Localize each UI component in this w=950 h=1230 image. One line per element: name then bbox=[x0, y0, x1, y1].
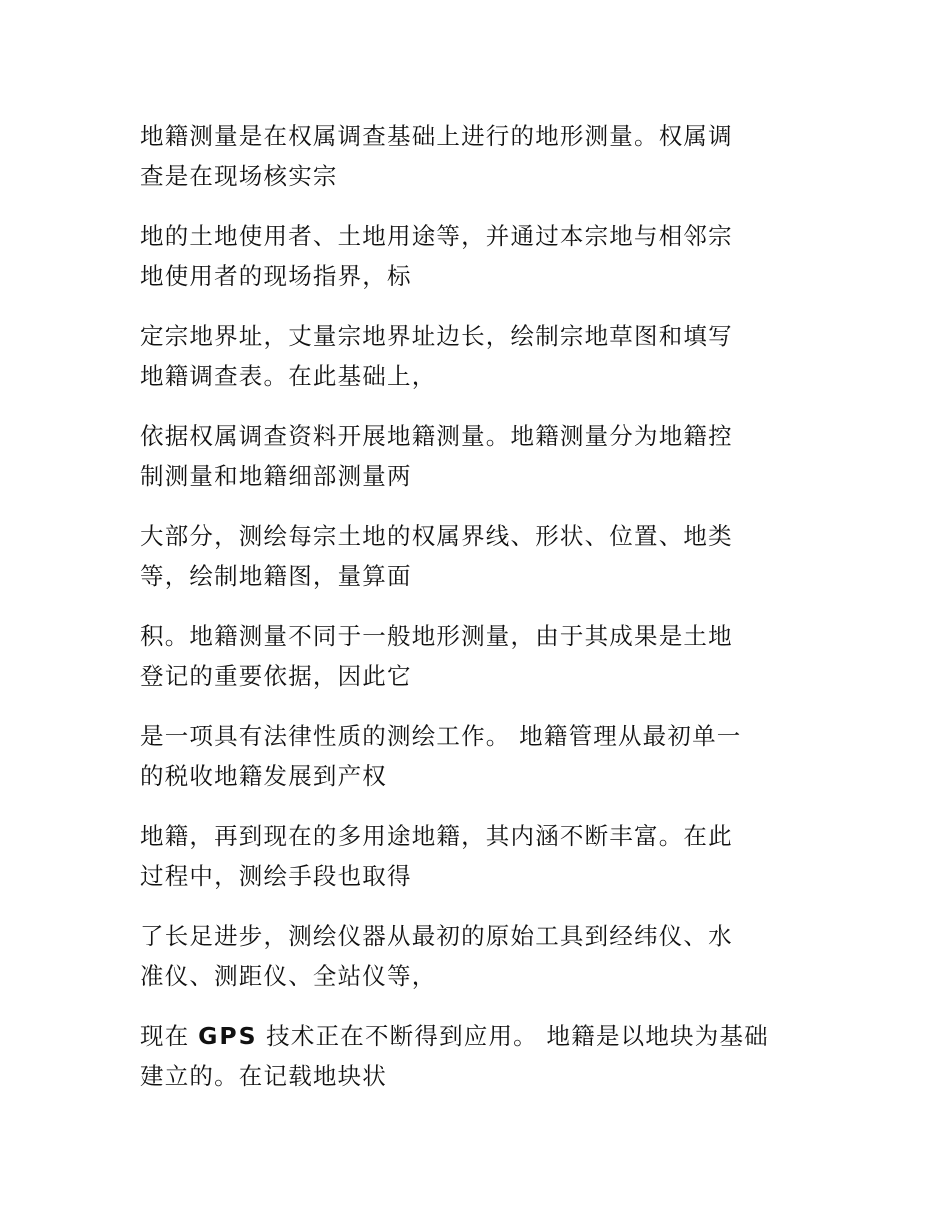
paragraph bbox=[140, 416, 830, 496]
paragraph bbox=[140, 116, 830, 196]
paragraph bbox=[140, 516, 830, 596]
paragraph bbox=[140, 216, 830, 296]
text-line: 登记的重要依据，因此它 bbox=[140, 662, 412, 690]
text-line: 了长足进步，测绘仪器从最初的原始工具到经纬仪、水 bbox=[140, 922, 733, 950]
paragraph bbox=[140, 916, 830, 996]
text-line: 查是在现场核实宗 bbox=[140, 162, 338, 190]
document-body bbox=[140, 116, 830, 1116]
paragraph bbox=[140, 616, 830, 696]
text-line: 等，绘制地籍图，量算面 bbox=[140, 562, 412, 590]
gps-term: GPS bbox=[198, 1022, 258, 1050]
text-line: 地籍，再到现在的多用途地籍，其内涵不断丰富。在此 bbox=[140, 822, 733, 850]
paragraph bbox=[140, 316, 830, 396]
text-line bbox=[140, 1016, 830, 1056]
paragraph bbox=[140, 716, 830, 796]
paragraph bbox=[140, 1016, 830, 1096]
text-line: 过程中，测绘手段也取得 bbox=[140, 862, 412, 890]
text-line: 依据权属调查资料开展地籍测量。地籍测量分为地籍控 bbox=[140, 422, 733, 450]
text-line: 制测量和地籍细部测量两 bbox=[140, 462, 412, 490]
text-segment: 现在 bbox=[140, 1022, 199, 1050]
text-line: 的税收地籍发展到产权 bbox=[140, 762, 387, 790]
text-line: 地使用者的现场指界，标 bbox=[140, 262, 412, 290]
text-line: 地籍测量是在权属调查基础上进行的地形测量。权属调 bbox=[140, 122, 733, 150]
text-line: 定宗地界址，丈量宗地界址边长，绘制宗地草图和填写 bbox=[140, 322, 733, 350]
paragraph bbox=[140, 816, 830, 896]
text-line: 建立的。在记载地块状 bbox=[140, 1062, 387, 1090]
text-segment: 技术正在不断得到应用。 地籍是以地块为基础 bbox=[257, 1022, 769, 1050]
text-line: 地的土地使用者、土地用途等，并通过本宗地与相邻宗 bbox=[140, 222, 733, 250]
text-line: 是一项具有法律性质的测绘工作。 地籍管理从最初单一 bbox=[140, 722, 742, 750]
text-line: 准仪、测距仪、全站仪等， bbox=[140, 962, 437, 990]
text-line: 大部分，测绘每宗土地的权属界线、形状、位置、地类 bbox=[140, 522, 733, 550]
text-line: 地籍调查表。在此基础上， bbox=[140, 362, 437, 390]
text-line: 积。地籍测量不同于一般地形测量，由于其成果是土地 bbox=[140, 622, 733, 650]
